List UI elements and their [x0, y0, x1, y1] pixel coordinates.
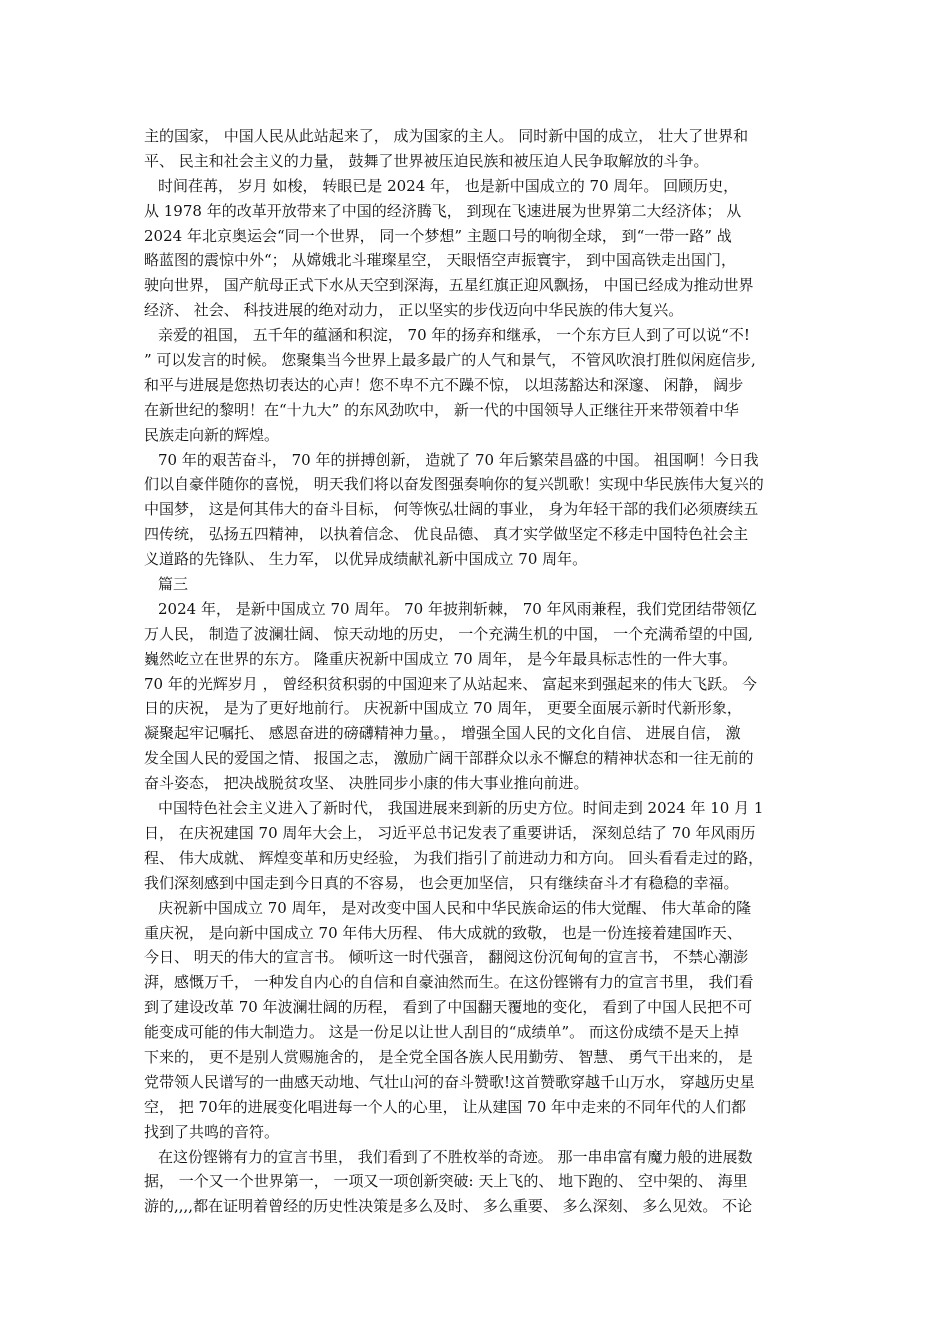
text-line: 奋斗姿态， 把决战脱贫攻坚、 决胜同步小康的伟大事业推向前进。 [144, 774, 589, 793]
text-line: 日， 在庆祝建国 70 周年大会上， 习近平总书记发表了重要讲话， 深刻总结了 70 年风雨历 [144, 823, 756, 842]
text-line: 70 年的艰苦奋斗， 70 年的拼搏创新， 造就了 70 年后繁荣昌盛的中国。 祖国啊！今日我 [158, 450, 759, 469]
text-line: 中国特色社会主义进入了新时代， 我国进展来到新的历史方位。时间走到 2024 年 10 月 1 [158, 799, 764, 818]
text-line: 空， 把 70年的进展变化唱进每一个人的心里， 让从建国 70 年中走来的不同年代的人们都 [144, 1097, 747, 1116]
text-line: 略蓝图的震惊中外“； 从嫦娥北斗璀璨星空， 天眼悟空声振寰宇， 到中国高铁走出国门， [144, 251, 736, 270]
text-line: 2024 年北京奥运会“同一个世界， 同一个梦想” 主题口号的响彻全球， 到“一带一路” 战 [144, 226, 732, 245]
text-line: 下来的， 更不是别人赏赐施舍的， 是全党全国各族人民用勤劳、 智慧、 勇气干出来的， 是 [144, 1047, 753, 1066]
text-line: 义道路的先锋队、 生力军， 以优异成绩献礼新中国成立 70 周年。 [144, 550, 588, 569]
text-line: 万人民， 制造了波澜壮阔、 惊天动地的历史， 一个充满生机的中国， 一个充满希望的中国, [144, 624, 753, 643]
text-line: 经济、 社会、 科技进展的绝对动力， 正以坚实的步伐迈向中华民族的伟大复兴。 [144, 301, 684, 320]
text-line: 驶向世界， 国产航母正式下水从天空到深海，五星红旗正迎风飘扬， 中国已经成为推动世界 [144, 276, 754, 295]
text-line: 能变成可能的伟大制造力。 这是一份足以让世人刮目的“成绩单”。 而这份成绩不是天上掉 [144, 1023, 739, 1042]
text-line: 发全国人民的爱国之情、 报国之志， 激励广阔干部群众以永不懈怠的精神状态和一往无前的 [144, 749, 754, 768]
text-line: 今日、 明天的伟大的宣言书。 倾听这一时代强音， 翻阅这份沉甸甸的宣言书， 不禁心潮澎 [144, 948, 749, 967]
text-line: 重庆祝， 是向新中国成立 70 年伟大历程、 伟大成就的致敬， 也是一份连接着建国昨天、 [144, 923, 742, 942]
text-line: 庆祝新中国成立 70 周年， 是对改变中国人民和中华民族命运的伟大觉醒、 伟大革命的隆 [158, 898, 752, 917]
text-line: 找到了共鸣的音符。 [144, 1122, 280, 1141]
text-line: 党带领人民谱写的一曲感天动地、气壮山河的奋斗赞歌!这首赞歌穿越千山万水， 穿越历史星 [144, 1072, 755, 1091]
text-line: 70 年的光辉岁月 ， 曾经积贫积弱的中国迎来了从站起来、 富起来到强起来的伟大飞跃。 今 [144, 674, 757, 693]
text-line: 据， 一个又一个世界第一， 一项又一项创新突破: 天上飞的、 地下跑的、 空中架的、 海里 [144, 1172, 748, 1191]
text-line: 游的,,,,都在证明着曾经的历史性决策是多么及时、 多么重要、 多么深刻、 多么见效。 不论 [144, 1197, 753, 1216]
text-line: 主的国家， 中国人民从此站起来了， 成为国家的主人。 同时新中国的成立， 壮大了世界和 [144, 127, 749, 145]
text-line: 在这份铿锵有力的宣言书里， 我们看到了不胜枚举的奇迹。 那一串串富有魔力般的进展数 [158, 1147, 753, 1166]
text-line: 我们深刻感到中国走到今日真的不容易， 也会更加坚信， 只有继续奋斗才有稳稳的幸福。 [144, 873, 739, 892]
text-line: 巍然屹立在世界的东方。 隆重庆祝新中国成立 70 周年， 是今年最具标志性的一件大事。 [144, 649, 738, 668]
text-line: 湃，感慨万千， 一种发自内心的自信和自豪油然而生。在这份铿锵有力的宣言书里， 我们看 [144, 973, 754, 992]
text-line: 时间荏苒， 岁月 如梭， 转眼已是 2024 年， 也是新中国成立的 70 周年。 回顾历史， [158, 176, 739, 195]
text-line: 程、 伟大成就、 辉煌变革和历史经验， 为我们指引了前进动力和方向。 回头看看走过的路， [144, 848, 764, 867]
text-line: 在新世纪的黎明！在“十九大” 的东风劲吹中， 新一代的中国领导人正继往开来带领着中华 [144, 400, 739, 419]
text-line: 中国梦， 这是何其伟大的奋斗目标， 何等恢弘壮阔的事业， 身为年轻干部的我们必须赓续五 [144, 500, 759, 519]
text-line: 日的庆祝， 是为了更好地前行。 庆祝新中国成立 70 周年， 更要全面展示新时代新形象， [144, 699, 742, 718]
text-line: 到了建设改革 70 年波澜壮阔的历程， 看到了中国翻天覆地的变化， 看到了中国人民把不可 [144, 998, 753, 1017]
text-line: 民族走向新的辉煌。 [144, 425, 280, 444]
text-line: 凝聚起牢记嘱托、 感恩奋进的磅礴精神力量。， 增强全国人民的文化自信、 进展自信， 激 [144, 724, 741, 743]
text-line: 篇三 [158, 575, 189, 594]
text-line: 们以自豪伴随你的喜悦， 明天我们将以奋发图强奏响你的复兴凯歌！实现中华民族伟大复兴的 [144, 475, 764, 494]
text-line: 和平与进展是您热切表达的心声！您不卑不亢不躁不惊， 以坦荡豁达和深邃、 闲静， 阔步 [144, 375, 744, 394]
text-line: ” 可以发言的时候。 您聚集当今世界上最多最广的人气和景气， 不管风吹浪打胜似闲庭信步, [144, 351, 756, 370]
text-line: 亲爱的祖国， 五千年的蕴涵和积淀， 70 年的扬弃和继承， 一个东方巨人到了可以说“不! [158, 326, 750, 345]
text-line: 平、 民主和社会主义的力量， 鼓舞了世界被压迫民族和被压迫人民争取解放的斗争。 [144, 151, 709, 170]
text-line: 四传统， 弘扬五四精神， 以执着信念、 优良品德、 真才实学做坚定不移走中国特色社会主 [144, 525, 749, 544]
text-line: 2024 年， 是新中国成立 70 周年。 70 年披荆斩棘， 70 年风雨兼程，我们党团结带领亿 [158, 599, 757, 618]
text-line: 从 1978 年的改革开放带来了中国的经济腾飞， 到现在飞速进展为世界第二大经济体； 从 [144, 201, 742, 220]
document-body [144, 124, 824, 1219]
